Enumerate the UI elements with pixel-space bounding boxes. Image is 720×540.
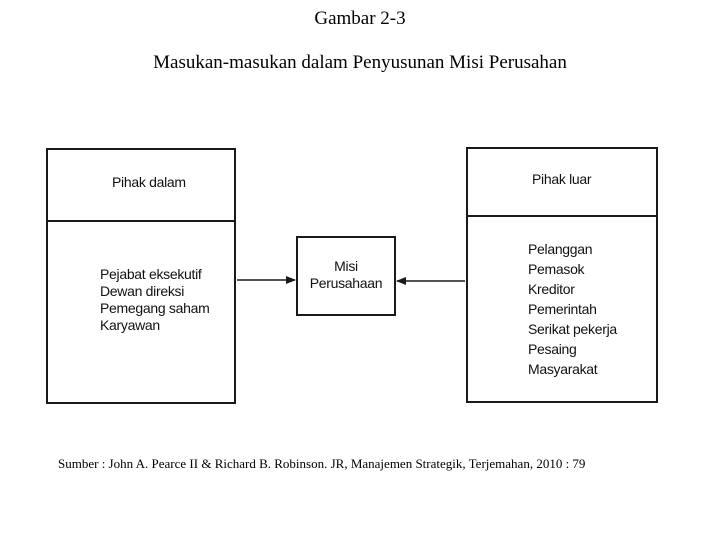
list-item: Karyawan [100, 317, 160, 333]
list-item: Pesaing [528, 341, 577, 357]
list-item: Masyarakat [528, 361, 598, 377]
list-item: Serikat pekerja [528, 321, 617, 337]
figure-subtitle: Masukan-masukan dalam Penyusunan Misi Perusahan [153, 52, 567, 73]
internal-parties-header-label: Pihak dalam [112, 174, 186, 190]
list-item: Pejabat eksekutif [100, 266, 202, 282]
external-parties-header-label: Pihak luar [532, 171, 592, 187]
source-footnote: Sumber : John A. Pearce II & Richard B. Robinson. JR, Manajemen Strategik, Terjemahan, 2010 : 79 [58, 456, 586, 471]
list-item: Pemegang saham [100, 300, 210, 316]
company-mission-line: Perusahaan [309, 275, 383, 291]
list-item: Pemerintah [528, 301, 597, 317]
list-item: Pemasok [528, 261, 585, 277]
list-item: Pelanggan [528, 241, 593, 257]
figure-title: Gambar 2-3 [314, 8, 406, 29]
company-mission-line: Misi [334, 258, 358, 274]
list-item: Kreditor [528, 281, 575, 297]
list-item: Dewan direksi [100, 283, 185, 299]
